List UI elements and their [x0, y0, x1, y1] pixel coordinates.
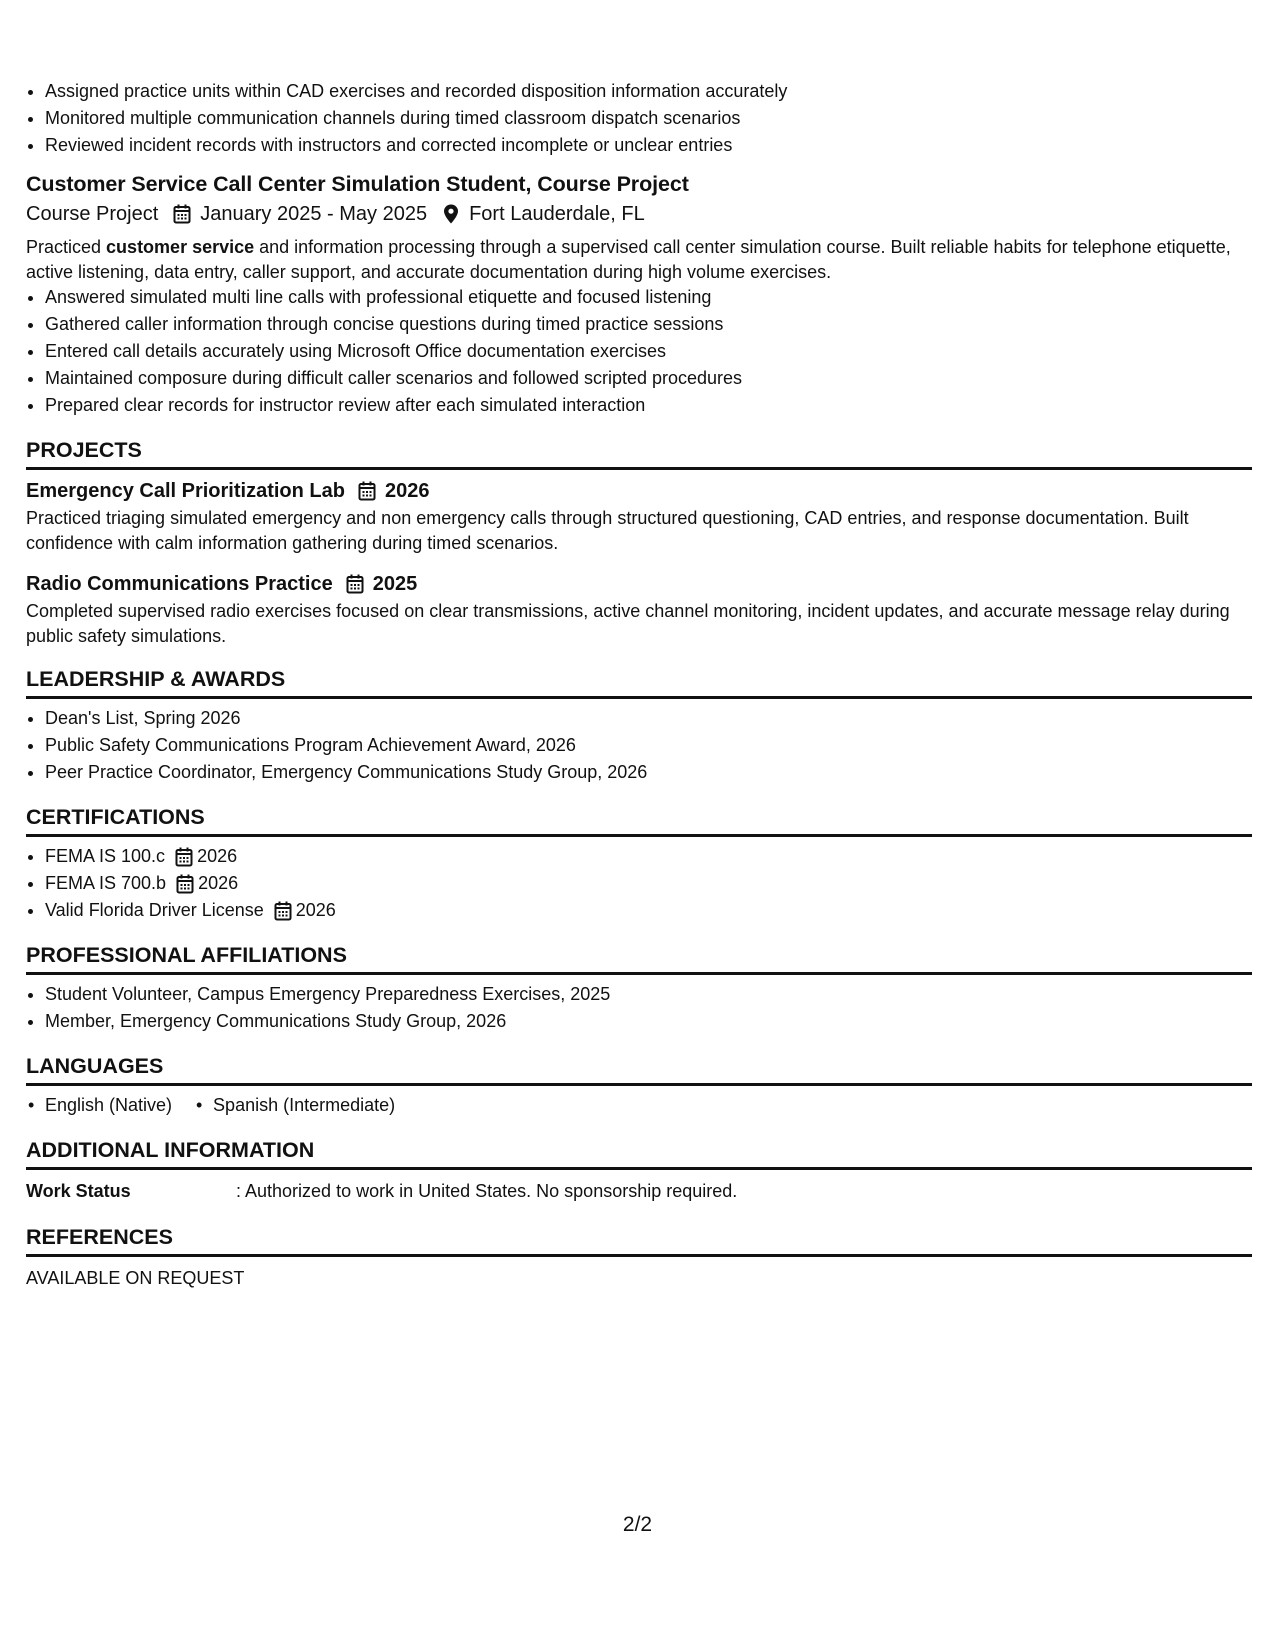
- section-title-projects: PROJECTS: [26, 437, 1252, 470]
- languages-list: [26, 1092, 1252, 1119]
- list-item: • Public Safety Communications Program Achievement Award, 2026: [45, 732, 1252, 759]
- project-header: [26, 569, 1252, 599]
- references-text: AVAILABLE ON REQUEST: [26, 1268, 245, 1288]
- resume-page-2: [26, 78, 1252, 1293]
- certification-year: 2026: [198, 873, 239, 893]
- list-item: • Dean's List, Spring 2026: [45, 705, 1252, 732]
- project-name: Radio Communications Practice: [26, 573, 333, 595]
- summary-bold: customer service: [106, 237, 255, 257]
- list-item: • Peer Practice Coordinator, Emergency Communications Study Group, 2026: [45, 759, 1252, 786]
- language-item: • English (Native): [26, 1092, 172, 1119]
- project-description: Completed supervised radio exercises focused on clear transmissions, active channel monitoring, incident updates, and accurate message relay during public safety simulations.: [26, 601, 1230, 646]
- list-item: [45, 897, 1252, 924]
- section-title-languages: LANGUAGES: [26, 1053, 1252, 1086]
- project-description: Practiced triaging simulated emergency and non emergency calls through structured questioning, CAD entries, and response documentation. Built confidence with calm information gathering during timed scenarios.: [26, 508, 1189, 553]
- job-organization: Course Project: [26, 203, 159, 225]
- list-item: • Answered simulated multi line calls with professional etiquette and focused listening: [45, 284, 1252, 311]
- project-year: 2025: [372, 573, 418, 595]
- section-title-references: REFERENCES: [26, 1224, 1252, 1257]
- section-title-affiliations: PROFESSIONAL AFFILIATIONS: [26, 942, 1252, 975]
- calendar-icon: [172, 204, 192, 224]
- certification-year: 2026: [295, 900, 336, 920]
- list-item: • Assigned practice units within CAD exercises and recorded disposition information accurately: [45, 78, 1252, 105]
- list-item: • Monitored multiple communication channels during timed classroom dispatch scenarios: [45, 105, 1252, 132]
- summary-prefix: Practiced: [26, 237, 107, 257]
- projects-section: [26, 476, 1252, 648]
- project-name: Emergency Call Prioritization Lab: [26, 480, 345, 502]
- certification-name: • FEMA IS 100.c: [45, 846, 166, 866]
- certification-name: • Valid Florida Driver License: [45, 900, 264, 920]
- job-meta: [26, 199, 1252, 229]
- project-header: [26, 476, 1252, 506]
- list-item: • Maintained composure during difficult caller scenarios and followed scripted procedures: [45, 365, 1252, 392]
- list-item: • Gathered caller information through concise questions during timed practice sessions: [45, 311, 1252, 338]
- list-item: • Entered call details accurately using Microsoft Office documentation exercises: [45, 338, 1252, 365]
- job-bullets: [26, 284, 1252, 419]
- calendar-icon: [176, 874, 194, 894]
- calendar-icon: [175, 847, 193, 867]
- list-item: • Member, Emergency Communications Study Group, 2026: [45, 1008, 1252, 1035]
- work-status-value: : Authorized to work in United States. No sponsorship required.: [236, 1181, 738, 1201]
- calendar-icon: [274, 901, 292, 921]
- list-item: • Prepared clear records for instructor review after each simulated interaction: [45, 392, 1252, 419]
- section-title-certifications: CERTIFICATIONS: [26, 804, 1252, 837]
- calendar-icon: [357, 481, 377, 501]
- job-summary: [26, 235, 1252, 284]
- summary-suffix: and information processing through a supervised call center simulation course. Built reliable habits for telephone etiquette, active listening, data entry, caller support, and accurate documentation during high volume exercises.: [26, 237, 1231, 282]
- list-item: [45, 870, 1252, 897]
- job-location: Fort Lauderdale, FL: [469, 203, 645, 225]
- work-status-row: [26, 1176, 1252, 1206]
- affiliations-list: [26, 981, 1252, 1035]
- experience-continued-list: [26, 78, 1252, 159]
- section-title-leadership: LEADERSHIP & AWARDS: [26, 666, 1252, 699]
- language-item: • Spanish (Intermediate): [194, 1092, 395, 1119]
- section-title-additional: ADDITIONAL INFORMATION: [26, 1137, 1252, 1170]
- page-number: 2/2: [622, 1513, 653, 1536]
- job-dates: January 2025 - May 2025: [200, 203, 428, 225]
- list-item: • Student Volunteer, Campus Emergency Preparedness Exercises, 2025: [45, 981, 1252, 1008]
- calendar-icon: [345, 574, 365, 594]
- project-year: 2026: [384, 480, 430, 502]
- work-status-label: Work Status: [26, 1181, 131, 1201]
- leadership-list: [26, 705, 1252, 786]
- certification-year: 2026: [197, 846, 238, 866]
- certification-name: • FEMA IS 700.b: [45, 873, 167, 893]
- list-item: • Reviewed incident records with instructors and corrected incomplete or unclear entries: [45, 132, 1252, 159]
- job-title: Customer Service Call Center Simulation Student, Course Project: [26, 172, 689, 196]
- certifications-list: [26, 843, 1252, 924]
- map-pin-icon: [441, 204, 461, 224]
- list-item: [45, 843, 1252, 870]
